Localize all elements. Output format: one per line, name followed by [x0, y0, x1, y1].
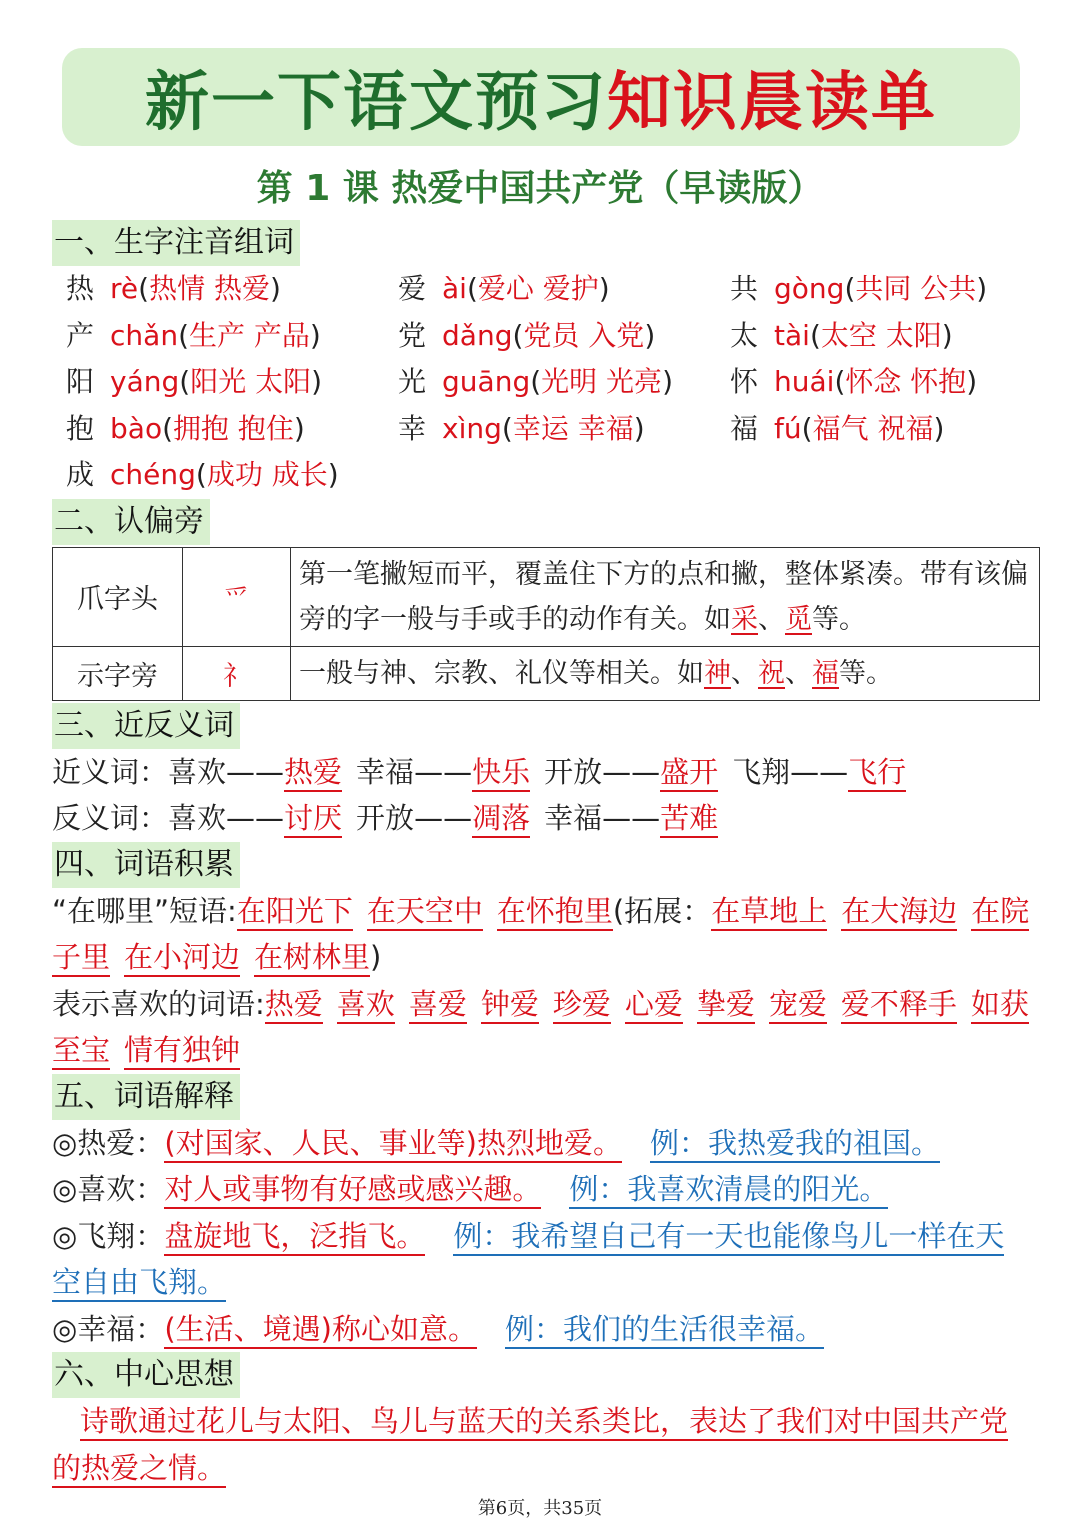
expand-phrase: 在院子里: [52, 894, 1029, 978]
explanation-term: ◎喜欢：: [52, 1172, 165, 1206]
synonym-word: 幸福: [356, 754, 415, 789]
hanzi: 热: [66, 272, 95, 305]
synonym-line: [52, 749, 1032, 796]
antonym-line: [52, 795, 1032, 842]
like-word: 喜爱: [409, 987, 467, 1024]
like-words: [52, 981, 1032, 1074]
paren-open: (: [466, 272, 478, 305]
dash: ——: [602, 754, 661, 789]
like-word: 心爱: [625, 987, 683, 1024]
dash: ——: [414, 754, 473, 789]
antonym-answer: 苦难: [660, 801, 718, 838]
radical-glyph: 礻: [183, 646, 291, 700]
expand-open: (拓展：: [612, 893, 712, 928]
char-entry: [66, 406, 398, 453]
antonym-word: 喜欢: [168, 801, 227, 835]
radical-example: 神: [704, 657, 731, 689]
radical-row: [53, 646, 1040, 700]
paren-close: ): [644, 318, 656, 352]
example-words: 党员 入党: [523, 318, 645, 352]
dash: ——: [226, 801, 285, 835]
pinyin: huái: [774, 365, 835, 398]
radical-desc-text: 一般与神、宗教、礼仪等相关。如: [299, 657, 704, 689]
example-words: 拥抱 抱住: [173, 411, 294, 445]
page-title: [145, 51, 937, 143]
explanation-term: ◎幸福：: [52, 1311, 165, 1346]
where-phrases: [52, 888, 1032, 981]
char-entry: [66, 313, 398, 360]
paren-open: (: [138, 272, 150, 305]
radical-row: [53, 547, 1040, 646]
where-label: “在哪里”短语:: [52, 893, 237, 928]
explanation-meaning: (生活、境遇)称心如意。: [164, 1312, 477, 1349]
char-entry: [730, 266, 1046, 313]
page-footer: 第6页，共35页: [477, 1498, 603, 1519]
like-word: 挚爱: [697, 987, 755, 1024]
hanzi: 光: [398, 365, 427, 398]
hanzi: 怀: [730, 365, 759, 398]
explanation-term: ◎飞翔：: [52, 1218, 165, 1253]
hanzi: 爱: [398, 272, 427, 305]
char-entry: [730, 359, 1046, 406]
expand-close: ): [370, 940, 382, 974]
example-words: 生产 产品: [189, 318, 310, 352]
radical-example: 福: [812, 657, 839, 689]
explanation-meaning: (对国家、人民、事业等)热烈地爱。: [164, 1126, 622, 1163]
paren-open: (: [162, 411, 174, 445]
separator: 、: [785, 657, 812, 689]
radical-table: [52, 547, 1040, 701]
explanation-meaning: 对人或事物有好感或感兴趣。: [164, 1172, 541, 1209]
radical-example: 采: [731, 603, 758, 635]
paren-close: ): [598, 272, 610, 305]
example-words: 热情 热爱: [149, 272, 270, 305]
synonym-word: 喜欢: [168, 754, 227, 789]
title-part-green: 新一下语文预习: [145, 65, 607, 140]
synonym-answer: 盛开: [660, 755, 718, 792]
pinyin: rè: [110, 272, 139, 305]
radical-glyph: 爫: [183, 547, 291, 646]
antonym-answer: 讨厌: [284, 801, 342, 838]
paren-open: (: [809, 318, 821, 352]
explanation-row: [52, 1166, 1032, 1213]
like-word: 如获至宝: [52, 987, 1029, 1071]
expand-phrase: 在大海边: [841, 894, 957, 931]
example-words: 共同 公共: [855, 272, 977, 305]
pinyin: dǎng: [442, 318, 513, 352]
synonym-word: 飞翔: [732, 754, 791, 789]
paren-open: (: [512, 318, 524, 352]
like-word: 热爱: [265, 987, 323, 1024]
hanzi: 福: [730, 411, 759, 445]
where-phrase: 在怀抱里: [497, 894, 613, 931]
hanzi: 抱: [66, 411, 95, 445]
paren-open: (: [179, 365, 191, 398]
example-words: 爱心 爱护: [477, 272, 599, 305]
paren-close: ): [933, 411, 945, 445]
pinyin: fú: [774, 411, 802, 445]
paren-close: ): [309, 318, 321, 352]
paren-close: ): [966, 365, 978, 398]
where-phrase: 在天空中: [367, 894, 483, 931]
like-word: 珍爱: [553, 987, 611, 1024]
dash: ——: [226, 754, 285, 789]
paren-open: (: [801, 411, 813, 445]
antonym-word: 开放: [356, 801, 415, 835]
radical-desc-end: 等。: [812, 603, 866, 635]
worksheet-content: [52, 220, 1032, 1491]
explanation-row: [52, 1306, 1032, 1353]
synonym-answer: 飞行: [848, 755, 906, 792]
section-heading-6: 六、中心思想: [52, 1352, 240, 1398]
where-phrase: 在阳光下: [237, 894, 353, 931]
paren-open: (: [834, 365, 846, 398]
example-words: 太空 太阳: [820, 318, 942, 352]
pinyin: yáng: [110, 365, 180, 398]
antonym-label: 反义词：: [52, 801, 169, 835]
pinyin: chéng: [110, 458, 196, 491]
explanation-row: [52, 1213, 1032, 1306]
pinyin: bào: [110, 411, 163, 445]
section-heading-1: 一、生字注音组词: [52, 220, 300, 266]
hanzi: 太: [730, 318, 759, 352]
expand-phrase: 在草地上: [711, 894, 827, 931]
explanation-term: ◎热爱：: [52, 1125, 165, 1160]
explanation-meaning: 盘旋地飞，泛指飞。: [164, 1219, 425, 1256]
antonym-answer: 凋落: [472, 801, 530, 838]
dash: ——: [790, 754, 849, 789]
section-heading-3: 三、近反义词: [52, 703, 240, 749]
paren-open: (: [195, 458, 207, 491]
hanzi: 产: [66, 318, 95, 352]
example-words: 幸运 幸福: [512, 411, 634, 445]
pinyin: ài: [442, 272, 467, 305]
paren-close: ): [976, 272, 988, 305]
radical-description: [291, 646, 1040, 700]
example-words: 光明 光亮: [541, 365, 663, 398]
section-heading-5: 五、词语解释: [52, 1074, 240, 1120]
example-words: 福气 祝福: [812, 411, 934, 445]
radical-example: 觅: [785, 603, 812, 635]
paren-open: (: [844, 272, 856, 305]
title-part-red: 知识晨读单: [607, 65, 937, 140]
radical-name: 示字旁: [53, 646, 183, 700]
hanzi: 党: [398, 318, 427, 352]
char-entry: [398, 266, 730, 313]
pinyin: tài: [774, 318, 810, 352]
radical-desc-text: 第一笔撇短而平，覆盖住下方的点和撇，整体紧凑。带有该偏旁的字一般与手或手的动作有关。如: [299, 558, 1028, 635]
paren-close: ): [327, 458, 339, 491]
character-grid: [52, 266, 1032, 499]
hanzi: 阳: [66, 365, 95, 398]
like-label: 表示喜欢的词语:: [52, 986, 265, 1021]
synonym-answer: 热爱: [284, 755, 342, 792]
dash: ——: [602, 801, 661, 835]
explanation-list: [52, 1120, 1032, 1353]
dash: ——: [414, 801, 473, 835]
radical-desc-end: 等。: [839, 657, 893, 689]
radical-example: 祝: [758, 657, 785, 689]
char-entry: [398, 313, 730, 360]
pinyin: gòng: [774, 272, 845, 305]
title-banner: [62, 48, 1020, 146]
paren-open: (: [530, 365, 542, 398]
explanation-example: 例：我热爱我的祖国。: [650, 1126, 940, 1163]
char-entry: [730, 406, 1046, 453]
central-idea: [52, 1398, 1032, 1491]
radical-description: [291, 547, 1040, 646]
char-entry: [66, 452, 398, 499]
paren-close: ): [662, 365, 673, 398]
pinyin: guāng: [442, 365, 531, 398]
separator: 、: [731, 657, 758, 689]
like-word: 情有独钟: [124, 1033, 240, 1070]
expand-phrase: 在树林里: [254, 940, 370, 977]
paren-close: ): [293, 411, 305, 445]
paren-close: ): [311, 365, 323, 398]
separator: 、: [758, 603, 785, 635]
example-words: 成功 成长: [206, 458, 328, 491]
example-words: 怀念 怀抱: [845, 365, 967, 398]
paren-close: ): [269, 272, 281, 305]
pinyin: xìng: [442, 411, 502, 445]
hanzi: 成: [66, 458, 95, 491]
like-word: 爱不释手: [841, 987, 957, 1024]
expand-phrase: 在小河边: [124, 940, 240, 977]
char-entry: [66, 359, 398, 406]
paren-open: (: [178, 318, 189, 352]
hanzi: 共: [730, 272, 759, 305]
char-entry: [398, 359, 730, 406]
paren-open: (: [501, 411, 513, 445]
like-word: 喜欢: [337, 987, 395, 1024]
explanation-example: 例：我们的生活很幸福。: [505, 1312, 824, 1349]
explanation-example: 例：我希望自己有一天也能像鸟儿一样在天空自由飞翔。: [52, 1219, 1004, 1303]
synonym-label: 近义词：: [52, 754, 169, 789]
paren-close: ): [633, 411, 645, 445]
synonym-word: 开放: [544, 754, 603, 789]
pinyin: chǎn: [110, 318, 179, 352]
section-heading-2: 二、认偏旁: [52, 499, 210, 545]
example-words: 阳光 太阳: [190, 365, 312, 398]
lesson-subtitle: 第 1 课 热爱中国共产党（早读版）: [256, 168, 824, 209]
paren-close: ): [941, 318, 953, 352]
central-idea-text: 诗歌通过花儿与太阳、鸟儿与蓝天的关系类比，表达了我们对中国共产党的热爱之情。: [52, 1404, 1008, 1488]
radical-name: 爪字头: [53, 547, 183, 646]
section-heading-4: 四、词语积累: [52, 842, 240, 888]
like-word: 宠爱: [769, 987, 827, 1024]
hanzi: 幸: [398, 411, 427, 445]
char-entry: [66, 266, 398, 313]
char-entry: [730, 313, 1046, 360]
antonym-word: 幸福: [544, 801, 603, 835]
explanation-example: 例：我喜欢清晨的阳光。: [569, 1172, 888, 1209]
explanation-row: [52, 1120, 1032, 1167]
synonym-answer: 快乐: [472, 755, 530, 792]
char-entry: [398, 406, 730, 453]
like-word: 钟爱: [481, 987, 539, 1024]
